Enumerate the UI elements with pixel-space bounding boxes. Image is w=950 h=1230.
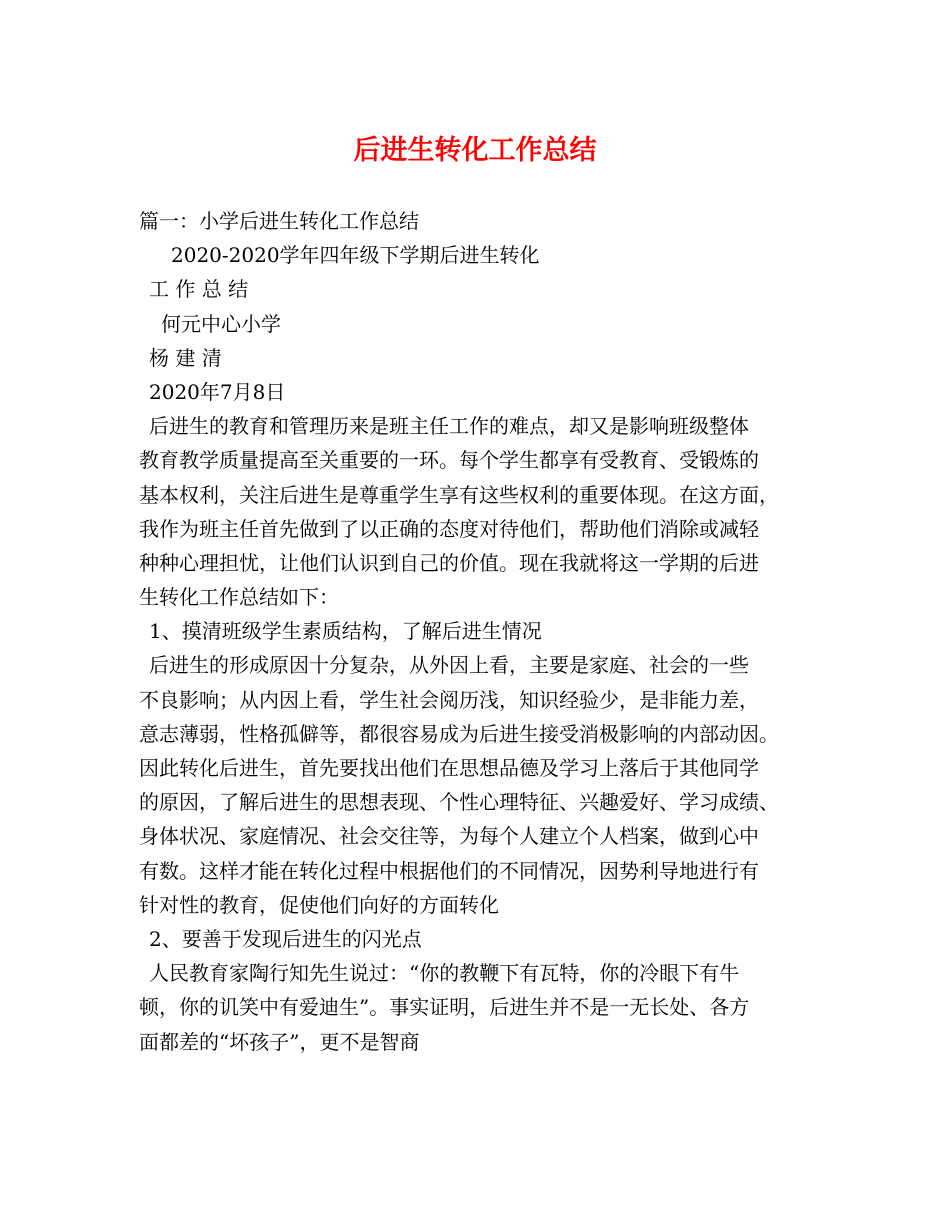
text-line: 我作为班主任首先做到了以正确的态度对待他们，帮助他们消除或减轻 (139, 516, 759, 541)
text-line: 2020-2020学年四年级下学期后进生转化 (171, 243, 540, 268)
text-line: 因此转化后进生，首先要找出他们在思想品德及学习上落后于其他同学 (139, 756, 759, 780)
text-line: 不良影响；从内因上看，学生社会阅历浅，知识经验少，是非能力差， (139, 687, 759, 712)
text-line: 针对性的教育，促使他们向好的方面转化 (139, 892, 499, 917)
text-line: 2020年7月8日 (149, 379, 286, 404)
text-line: 工 作 总 结 (149, 277, 249, 302)
text-line: 人民教育家陶行知先生说过：“你的教鞭下有瓦特，你的冷眼下有牛 (149, 961, 740, 986)
text-line: 后进生的教育和管理历来是班主任工作的难点，却又是影响班级整体 (149, 414, 749, 439)
document-title: 后进生转化工作总结 (353, 135, 597, 166)
text-line: 意志薄弱，性格孤僻等，都很容易成为后进生接受消极影响的内部动因。 (139, 721, 779, 746)
text-line: 后进生的形成原因十分复杂，从外因上看，主要是家庭、社会的一些 (149, 653, 749, 678)
text-line: 的原因，了解后进生的思想表现、个性心理特征、兴趣爱好、学习成绩、 (139, 790, 779, 815)
text-line: 篇一：小学后进生转化工作总结 (139, 209, 419, 233)
text-line: 生转化工作总结如下： (139, 585, 339, 610)
text-line: 1、摸清班级学生素质结构，了解后进生情况 (149, 619, 542, 644)
text-line: 有数。这样才能在转化过程中根据他们的不同情况，因势利导地进行有 (139, 858, 759, 883)
text-line: 基本权利，关注后进生是尊重学生享有这些权利的重要体现。在这方面， (139, 482, 779, 507)
text-line: 面都差的“坏孩子”，更不是智商 (139, 1029, 420, 1054)
text-line: 种种心理担忧，让他们认识到自己的价值。现在我就将这一学期的后进 (139, 550, 759, 575)
text-line: 2、要善于发现后进生的闪光点 (149, 926, 422, 951)
text-line: 顿，你的讥笑中有爱迪生”。事实证明，后进生并不是一无长处、各方 (139, 995, 750, 1020)
document-body (139, 204, 829, 1059)
text-line: 身体状况、家庭情况、社会交往等，为每个人建立个人档案，做到心中 (139, 824, 759, 849)
text-line: 何元中心小学 (161, 311, 281, 336)
text-line: 教育教学质量提高至关重要的一环。每个学生都享有受教育、受锻炼的 (139, 448, 759, 473)
text-line: 杨 建 清 (149, 345, 222, 370)
